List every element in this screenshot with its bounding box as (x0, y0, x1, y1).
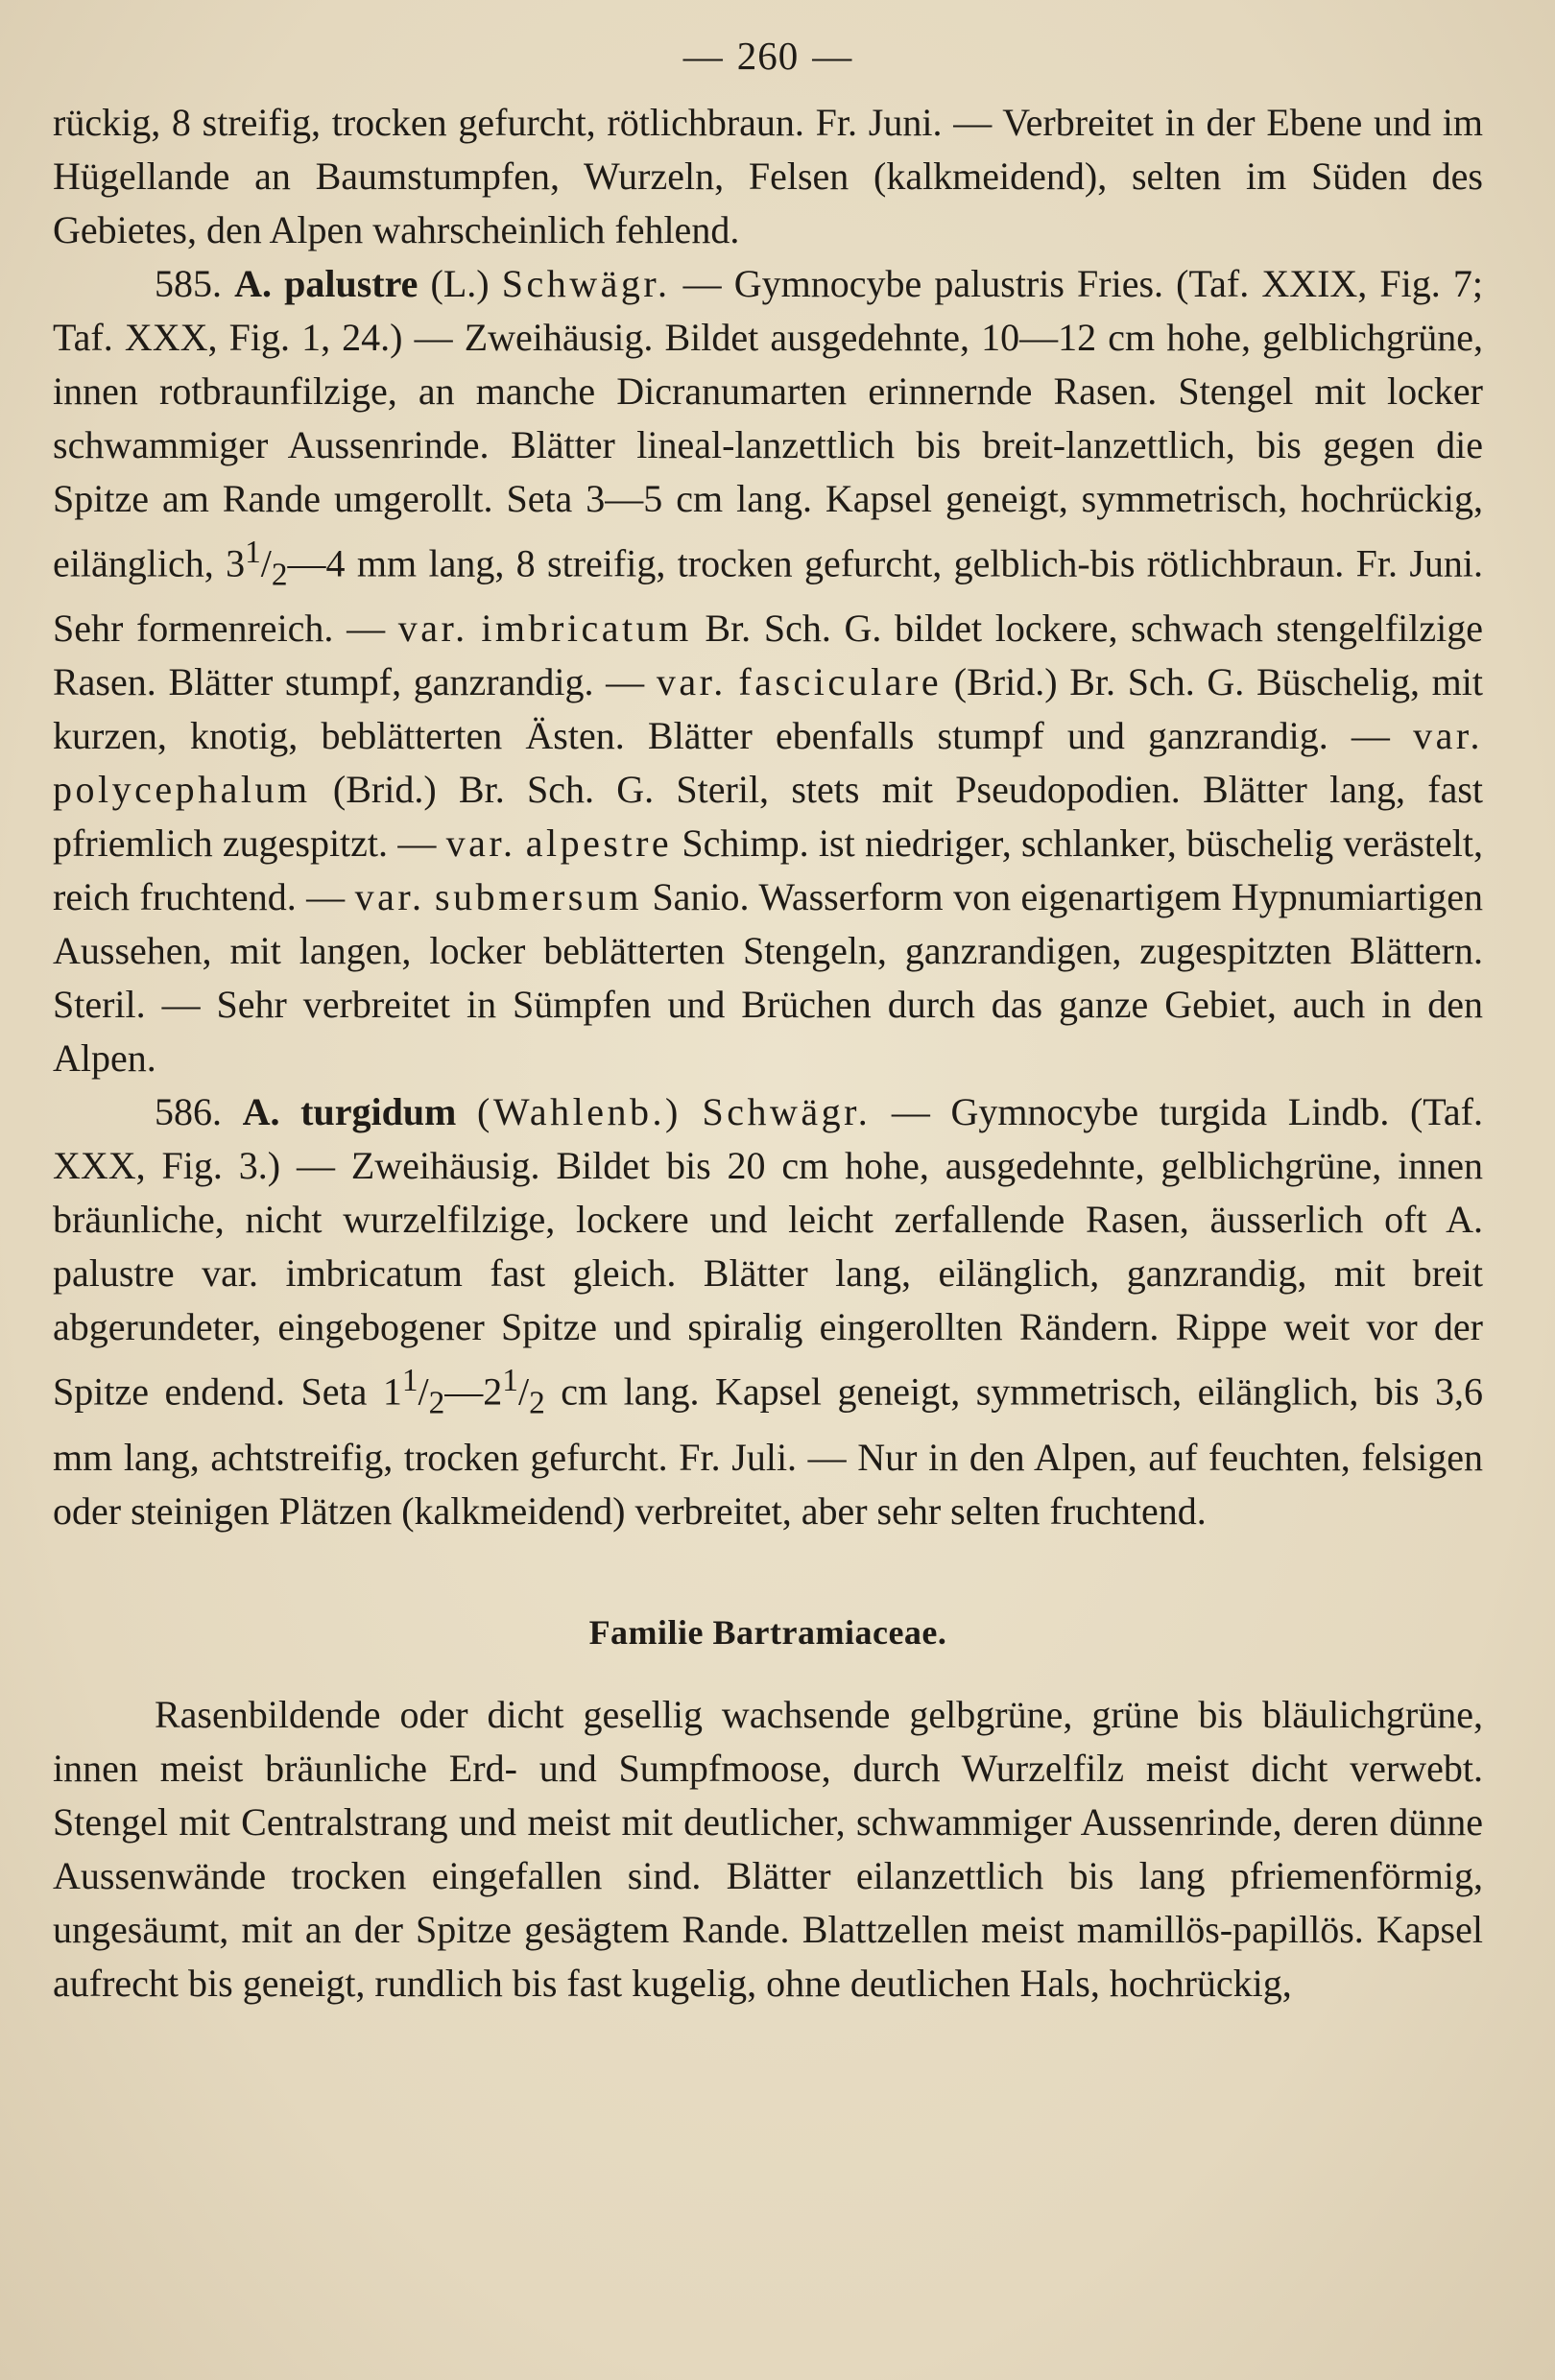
family-description: Rasenbildende oder dicht gesellig wachsende gelbgrüne, grüne bis bläulichgrüne, innen meist bräunliche Erd- und Sumpfmoose, durch Wurzelfilz meist dicht verwebt. Stengel mit Centralstrang und meist mit deutlicher, schwammiger Aussenrinde, deren dünne Aussenwände trocken eingefallen sind. Blätter eilanzettlich bis lang pfriemenförmig, ungesäumt, mit an der Spitze gesägtem Rande. Blattzellen meist mamillös-papillös. Kapsel aufrecht bis geneigt, rundlich bis fast kugelig, ohne deutlichen Hals, hochrückig, (53, 1692, 1483, 2005)
description-text: —4 mm lang, 8 streifig, trocken gefurcht, gelblich-bis rötlichbraun. Fr. Juni. Sehr formenreich. — (53, 541, 1483, 651)
species-name: A. turgidum (242, 1090, 457, 1134)
variety-submersum: submersum (435, 875, 642, 919)
author-abbrev: (L.) (430, 262, 490, 305)
variety-fasciculare: fasciculare (738, 660, 943, 704)
entry-number: 585. (155, 262, 222, 305)
species-entry-586: 586. A. turgidum (Wahlenb.) Schwägr. — Gymnocybe turgida Lindb. (Taf. XXX, Fig. 3.) — Zweihäusig. Bildet bis 20 cm hohe, ausgedehnte, gelblichgrüne, innen bräunliche, nicht wurzelfilzige, lockere und leicht zerfallende Rasen, äusserlich oft A. palustre var. imbricatum fast gleich. Blätter lang, eilänglich, ganzrandig, mit breit abgerundeter, eingebogener Spitze und spiralig eingerollten Rändern. Rippe weit vor der Spitze endend. Seta $1^1/_2—2^1/_2$ cm lang. Kapsel geneigt, symmetrisch, eilänglich, bis 3,6 mm lang, achtstreifig, trocken gefurcht. Fr. Juli. — Nur in den Alpen, auf feuchten, felsigen oder steinigen Plätzen (kalkmeidend) verbreitet, aber sehr selten fruchtend. (53, 1090, 1484, 1533)
species-entry-585: 585. A. palustre (L.) Schwägr. — Gymnocybe palustris Fries. (Taf. XXIX, Fig. 7; Taf. XXX, Fig. 1, 24.) — Zweihäusig. Bildet ausgedehnte, 10—12 cm hohe, gelblichgrüne, innen rotbraunfilzige, an manche Dicranumarten erinnernde Rasen. Stengel mit locker schwammiger Aussenrinde. Blätter lineal-lanzettlich bis breit-lanzettlich, bis gegen die Spitze am Rande umgerollt. Seta 3—5 cm lang. Kapsel geneigt, symmetrisch, hochrückig, eilänglich, $3^1/_2—4$ mm lang, 8 streifig, trocken gefurcht, gelblich-bis rötlichbraun. Fr. Juni. Sehr formenreich. — var. imbricatum Br. Sch. G. bildet lockere, schwach stengelfilzige Rasen. Blätter stumpf, ganzrandig. — var. fasciculare (Brid.) Br. Sch. G. Büschelig, mit kurzen, knotig, beblätterten Ästen. Blätter ebenfalls stumpf und ganzrandig. — var. polycephalum (Brid.) Br. Sch. G. Steril, stets mit Pseudopodien. Blätter lang, fast pfriemlich zugespitzt. — var. alpestre Schimp. ist niedriger, schlanker, büschelig verästelt, reich fruchtend. — var. submersum Sanio. Wasserform von eigenartigem Hypnumiartigen Aussehen, mit langen, locker beblätterten Stengeln, ganzrandigen, zugespitzten Blättern. Steril. — Sehr verbreitet in Sümpfen und Brüchen durch das ganze Gebiet, auch in den Alpen. (53, 262, 1484, 1081)
author-name: Schwägr. (501, 262, 671, 305)
var-label: var. (1413, 714, 1484, 758)
var-label: var. (656, 660, 727, 704)
fraction-denominator: 2 (529, 1385, 545, 1421)
fraction-denominator: 2 (271, 557, 288, 593)
fraction-numerator: 1 (245, 535, 261, 570)
page-number: — 260 — (682, 34, 853, 78)
description-text: Br. Sch. G. bildet lockere, schwach stengelfilzige Rasen. Blätter stumpf, ganzrandig. — (53, 607, 1484, 704)
description-text: —2 (444, 1369, 503, 1414)
family-heading: Familie Bartramiaceae. (588, 1612, 947, 1652)
variety-imbricatum: imbricatum (481, 607, 692, 651)
continued-paragraph: rückig, 8 streifig, trocken gefurcht, rötlichbraun. Fr. Juni. — Verbreitet in der Ebene und im Hügellande an Baumstumpfen, Wurzeln, Felsen (kalkmeidend), selten im Süden des Gebietes, den Alpen wahrscheinlich fehlend. (53, 101, 1483, 251)
variety-polycephalum: polycephalum (53, 768, 311, 812)
book-page (53, 29, 1483, 2351)
fraction-denominator: 2 (428, 1385, 445, 1421)
description-text: Sanio. Wasserform von eigenartigem Hypnumiartigen Aussehen, mit langen, locker beblätterten Stengeln, ganzrandigen, zugespitzten Blättern. Steril. — Sehr verbreitet in Sümpfen und Brüchen durch das ganze Gebiet, auch in den Alpen. (53, 875, 1483, 1081)
var-label: var. (445, 821, 516, 866)
description-text: — Gymnocybe turgida Lindb. (Taf. XXX, Fig. 3.) — Zweihäusig. Bildet bis 20 cm hohe, ausgedehnte, gelblichgrüne, innen bräunliche, nicht wurzelfilzige, lockere und leicht zerfallende Rasen, äusserlich oft A. palustre var. imbricatum fast gleich. Blätter lang, eilänglich, ganzrandig, mit breit abgerundeter, eingebogener Spitze und spiralig eingerollten Rändern. Rippe weit vor der Spitze endend. Seta 1 (53, 1090, 1484, 1414)
fraction-numerator: 1 (401, 1363, 419, 1399)
description-text: (Brid.) Br. Sch. G. Büschelig, mit kurzen, knotig, beblätterten Ästen. Blätter ebenfalls stumpf und ganzrandig. — (53, 660, 1483, 758)
author-abbrev: (Wahlenb.) (477, 1090, 682, 1134)
var-label: var. (397, 607, 468, 651)
var-label: var. (354, 875, 425, 919)
description-text: Schimp. ist niedriger, schlanker, büschelig verästelt, reich fruchtend. — (53, 821, 1484, 919)
fraction-numerator: 1 (502, 1363, 518, 1399)
species-name: A. palustre (234, 262, 419, 305)
description-text: cm lang. Kapsel geneigt, symmetrisch, eilänglich, bis 3,6 mm lang, achtstreifig, trocken gefurcht. Fr. Juli. — Nur in den Alpen, auf feuchten, felsigen oder steinigen Plätzen (kalkmeidend) verbreitet, aber sehr selten fruchtend. (53, 1369, 1484, 1533)
description-text: — Gymnocybe palustris Fries. (Taf. XXIX, Fig. 7; Taf. XXX, Fig. 1, 24.) — Zweihäusig. Bildet ausgedehnte, 10—12 cm hohe, gelblichgrüne, innen rotbraunfilzige, an manche Dicranumarten erinnernde Rasen. Stengel mit locker schwammiger Aussenrinde. Blätter lineal-lanzettlich bis breit-lanzettlich, bis gegen die Spitze am Rande umgerollt. Seta 3—5 cm lang. Kapsel geneigt, symmetrisch, hochrückig, eilänglich, 3 (53, 262, 1484, 585)
entry-number: 586. (155, 1090, 222, 1134)
description-text: (Brid.) Br. Sch. G. Steril, stets mit Pseudopodien. Blätter lang, fast pfriemlich zugespitzt. — (53, 768, 1484, 866)
author-name: Schwägr. (702, 1090, 872, 1134)
variety-alpestre: alpestre (525, 821, 673, 866)
